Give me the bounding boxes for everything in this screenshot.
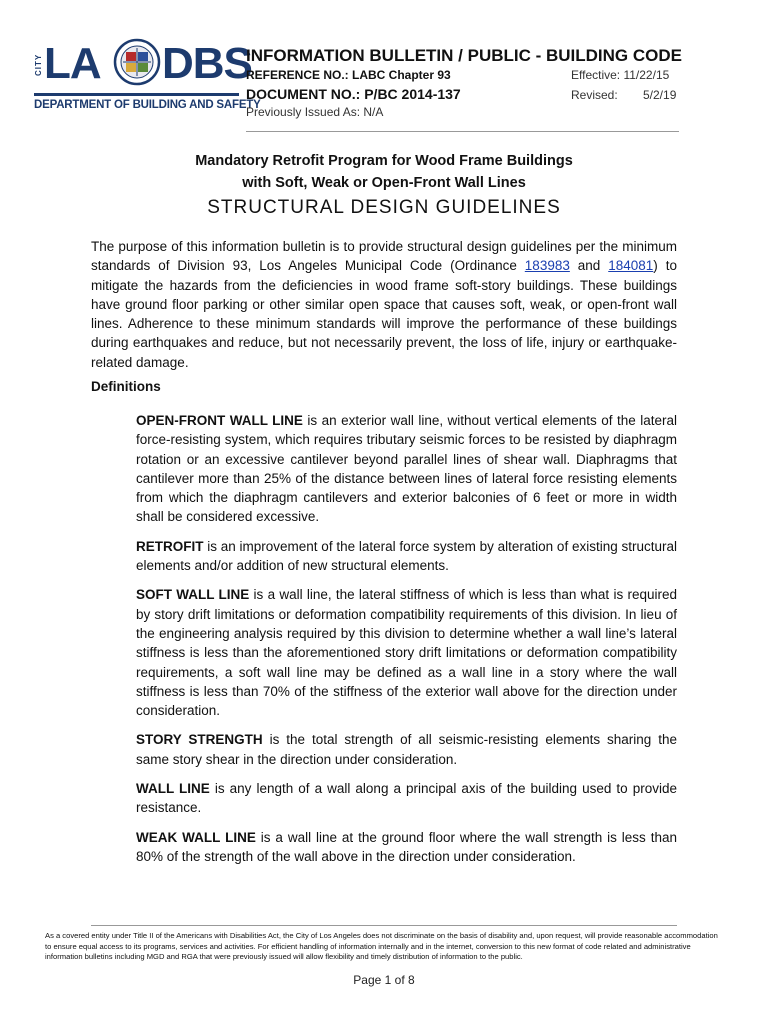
- reference-number: REFERENCE NO.: LABC Chapter 93: [246, 68, 451, 82]
- definition-text: is a wall line at the ground floor where the wall strength is less than 80% of the strength of the wall above in the direction under consideration.: [136, 829, 677, 864]
- definition-weak-wall: [136, 828, 677, 867]
- definition-text: is any length of a wall along a principal axis of the building used to provide resistance.: [136, 781, 678, 816]
- definition-term: STORY STRENGTH: [136, 732, 263, 748]
- revised-date: 5/2/19: [643, 88, 677, 102]
- ordinance-183983-link[interactable]: 183983: [524, 258, 570, 274]
- definitions-heading: Definitions: [91, 379, 161, 394]
- intro-paragraph: [91, 237, 677, 372]
- page-number: Page 1 of 8: [353, 973, 415, 987]
- definition-soft-wall: [136, 585, 677, 720]
- definition-text: is an exterior wall line, without vertical elements of the lateral force-resisting system, which requires tributary seismic forces to be resisted by diaphragm rotation or an excessive cantilever beyond parallel lines of shear wall. Diaphragms that cantilever more than 25% of the distance between lines of lateral force resisting elements from which the diaphragm cantilevers and exterior balconies of 6 feet or more in width shall be considered excessive.: [136, 413, 677, 525]
- definition-open-front: [136, 411, 677, 527]
- revised-label: Revised:: [571, 88, 618, 102]
- logo-dbs-text: DBS: [162, 39, 252, 88]
- logo-la-text: LA: [44, 39, 101, 88]
- definition-term: RETROFIT: [136, 538, 204, 554]
- bulletin-title: INFORMATION BULLETIN / PUBLIC - BUILDING CODE: [246, 46, 682, 65]
- ordinance-184081-link[interactable]: 184081: [608, 258, 654, 274]
- logo-department-text: DEPARTMENT OF BUILDING AND SAFETY: [34, 93, 239, 117]
- city-seal-icon: [113, 38, 161, 86]
- footer-divider: [91, 925, 677, 926]
- document-number: DOCUMENT NO.: P/BC 2014-137: [246, 86, 461, 102]
- ada-notice: As a covered entity under Title II of the Americans with Disabilities Act, the City of Los Angeles does not discriminate on the basis of disability and, upon request, will provide reasonable accommodation to ensure equal access to its programs, services and activities. For efficient handling of information internally and in the internet, conversion to this new format of code related and administrative information bulletins including MGD and RGA that were previously issued will allow flexibility and timely distribution of information to the public.: [45, 931, 718, 961]
- program-title-line2: with Soft, Weak or Open-Front Wall Lines: [242, 175, 526, 191]
- effective-date: Effective: 11/22/15: [571, 68, 670, 82]
- intro-text-2: and: [569, 258, 609, 274]
- definition-term: SOFT WALL LINE: [136, 587, 250, 603]
- document-heading: STRUCTURAL DESIGN GUIDELINES: [207, 197, 561, 218]
- intro-text-1: The purpose of this information bulletin is to provide structural design guidelines per the minimum standards of Division 93, Los Angeles Municipal Code (Ordinance: [91, 239, 677, 274]
- definition-text: is the total strength of all seismic-resisting elements sharing the same story shear in the direction under consideration.: [136, 732, 677, 767]
- logo-city-text: CITY: [34, 53, 43, 76]
- definition-wall-line: [136, 779, 677, 818]
- definition-term: OPEN-FRONT WALL LINE: [136, 413, 303, 428]
- program-title-line1: Mandatory Retrofit Program for Wood Frame Buildings: [195, 153, 573, 169]
- previously-issued: Previously Issued As: N/A: [246, 105, 384, 119]
- definitions-list: [136, 411, 677, 876]
- definition-story-strength: [136, 730, 677, 769]
- intro-text-3: ) to mitigate the hazards from the deficiencies in wood frame soft-story buildings. These buildings have ground floor parking or other similar open space that causes soft, weak, or open-front wall lines. Adherence to these minimum standards will improve the performance of these buildings during earthquakes and reduce, but not necessarily prevent, the loss of life, injury or earthquake-related damage.: [91, 258, 677, 370]
- ladbs-logo: [34, 38, 261, 122]
- definition-term: WALL LINE: [136, 781, 210, 797]
- header-divider: [246, 131, 679, 132]
- definition-retrofit: [136, 537, 677, 576]
- definition-text: is a wall line, the lateral stiffness of which is less than what is required by story drift limitations or deformation compatibility requirements of this division. In lieu of the engineering analysis required by this division to determine whether a wall line’s lateral stiffness is less than the aforementioned story drift limitations or deformation compatibility requirements, a soft wall line may be defined as a wall line in a story where the wall stiffness is less than 70% of the stiffness of the exterior wall above for the direction under consideration.: [136, 587, 677, 719]
- definition-text: is an improvement of the lateral force system by alteration of existing structural elements and/or addition of new structural elements.: [136, 538, 677, 574]
- definition-term: WEAK WALL LINE: [136, 829, 256, 845]
